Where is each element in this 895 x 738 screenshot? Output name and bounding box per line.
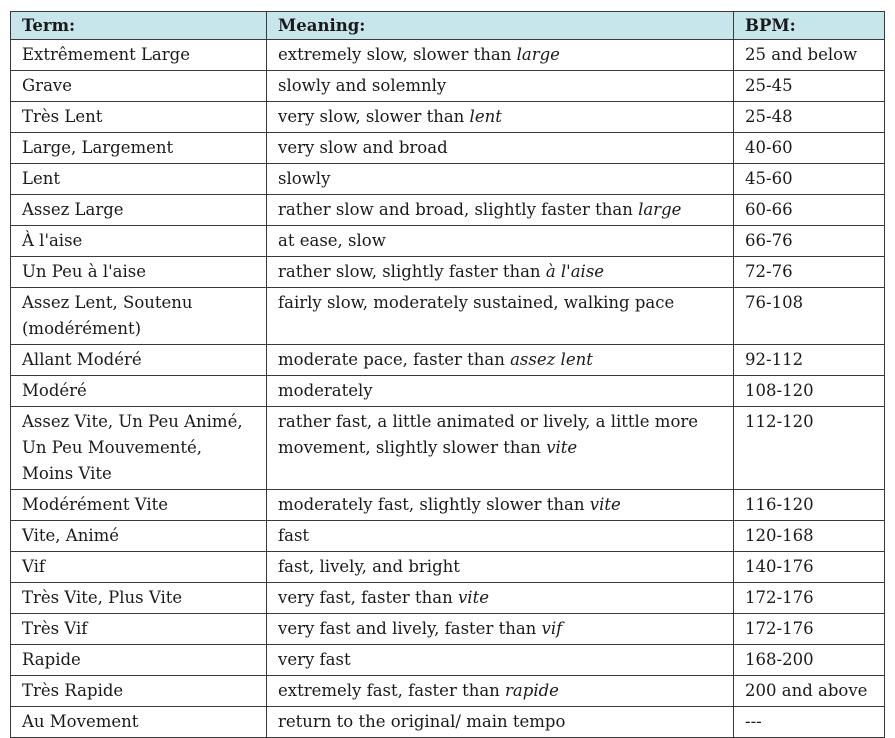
bpm-cell: 45-60 bbox=[734, 164, 885, 195]
meaning-text: moderately bbox=[278, 381, 373, 400]
table-row bbox=[11, 521, 885, 552]
bpm-cell: 200 and above bbox=[734, 676, 885, 707]
table-row bbox=[11, 226, 885, 257]
term-cell: Modérément Vite bbox=[11, 490, 267, 521]
meaning-cell bbox=[267, 164, 734, 195]
meaning-cell bbox=[267, 226, 734, 257]
meaning-cell bbox=[267, 102, 734, 133]
term-cell: Très Vif bbox=[11, 614, 267, 645]
bpm-cell: 72-76 bbox=[734, 257, 885, 288]
table-row bbox=[11, 552, 885, 583]
bpm-cell: 120-168 bbox=[734, 521, 885, 552]
meaning-text: slowly and solemnly bbox=[278, 76, 447, 95]
meaning-cell bbox=[267, 490, 734, 521]
meaning-cell bbox=[267, 407, 734, 490]
meaning-text: fast bbox=[278, 526, 310, 545]
term-cell: Grave bbox=[11, 71, 267, 102]
meaning-text: extremely slow, slower than bbox=[278, 45, 517, 64]
meaning-text: slowly bbox=[278, 169, 331, 188]
bpm-cell: 25-45 bbox=[734, 71, 885, 102]
bpm-cell: --- bbox=[734, 707, 885, 738]
meaning-cell bbox=[267, 676, 734, 707]
bpm-cell: 25 and below bbox=[734, 40, 885, 71]
table-row bbox=[11, 645, 885, 676]
table-row bbox=[11, 345, 885, 376]
term-cell: Vite, Animé bbox=[11, 521, 267, 552]
term-cell: À l'aise bbox=[11, 226, 267, 257]
term-cell: Assez Lent, Soutenu (modérément) bbox=[11, 288, 267, 345]
meaning-cell bbox=[267, 707, 734, 738]
table-row bbox=[11, 288, 885, 345]
term-cell: Assez Large bbox=[11, 195, 267, 226]
table-row bbox=[11, 133, 885, 164]
table-row bbox=[11, 490, 885, 521]
meaning-italic-term: vif bbox=[541, 619, 563, 638]
meaning-italic-term: large bbox=[516, 45, 560, 64]
term-cell: Lent bbox=[11, 164, 267, 195]
meaning-text: rather fast, a little animated or lively, a little more movement, slightly slower than bbox=[278, 412, 699, 457]
meaning-italic-term: à l'aise bbox=[545, 262, 605, 281]
table-row bbox=[11, 195, 885, 226]
meaning-cell bbox=[267, 288, 734, 345]
meaning-text: return to the original/ main tempo bbox=[278, 712, 566, 731]
meaning-text: moderate pace, faster than bbox=[278, 350, 511, 369]
bpm-cell: 25-48 bbox=[734, 102, 885, 133]
meaning-text: very fast, faster than bbox=[278, 588, 458, 607]
meaning-italic-term: lent bbox=[469, 107, 502, 126]
meaning-text: very fast and lively, faster than bbox=[278, 619, 542, 638]
header-row bbox=[11, 12, 885, 40]
meaning-text: extremely fast, faster than bbox=[278, 681, 506, 700]
table-row bbox=[11, 407, 885, 490]
meaning-cell bbox=[267, 40, 734, 71]
term-cell: Rapide bbox=[11, 645, 267, 676]
table-row bbox=[11, 707, 885, 738]
meaning-cell bbox=[267, 521, 734, 552]
bpm-cell: 168-200 bbox=[734, 645, 885, 676]
table-row bbox=[11, 614, 885, 645]
term-cell: Très Vite, Plus Vite bbox=[11, 583, 267, 614]
table-row bbox=[11, 257, 885, 288]
meaning-italic-term: assez lent bbox=[510, 350, 593, 369]
bpm-cell: 66-76 bbox=[734, 226, 885, 257]
meaning-cell bbox=[267, 195, 734, 226]
meaning-text: fairly slow, moderately sustained, walking pace bbox=[278, 293, 675, 312]
term-cell: Très Lent bbox=[11, 102, 267, 133]
table-row bbox=[11, 676, 885, 707]
meaning-text: rather slow and broad, slightly faster than bbox=[278, 200, 639, 219]
meaning-text: moderately fast, slightly slower than bbox=[278, 495, 590, 514]
meaning-italic-term: large bbox=[638, 200, 682, 219]
meaning-cell bbox=[267, 257, 734, 288]
meaning-text: very slow, slower than bbox=[278, 107, 470, 126]
meaning-cell bbox=[267, 345, 734, 376]
term-cell: Extrêmement Large bbox=[11, 40, 267, 71]
meaning-column-header: Meaning: bbox=[267, 12, 734, 40]
table-row bbox=[11, 583, 885, 614]
term-cell: Large, Largement bbox=[11, 133, 267, 164]
meaning-italic-term: rapide bbox=[505, 681, 559, 700]
bpm-cell: 76-108 bbox=[734, 288, 885, 345]
tempo-terms-table bbox=[10, 11, 885, 738]
meaning-cell bbox=[267, 552, 734, 583]
bpm-cell: 172-176 bbox=[734, 614, 885, 645]
meaning-text: fast, lively, and bright bbox=[278, 557, 460, 576]
table-body bbox=[11, 40, 885, 738]
meaning-text: very slow and broad bbox=[278, 138, 448, 157]
meaning-cell bbox=[267, 71, 734, 102]
bpm-cell: 112-120 bbox=[734, 407, 885, 490]
bpm-cell: 92-112 bbox=[734, 345, 885, 376]
meaning-italic-term: vite bbox=[589, 495, 621, 514]
bpm-cell: 108-120 bbox=[734, 376, 885, 407]
meaning-text: at ease, slow bbox=[278, 231, 386, 250]
meaning-text: rather slow, slightly faster than bbox=[278, 262, 546, 281]
meaning-cell bbox=[267, 645, 734, 676]
table-row bbox=[11, 40, 885, 71]
bpm-cell: 140-176 bbox=[734, 552, 885, 583]
bpm-cell: 40-60 bbox=[734, 133, 885, 164]
meaning-cell bbox=[267, 583, 734, 614]
bpm-cell: 172-176 bbox=[734, 583, 885, 614]
bpm-cell: 60-66 bbox=[734, 195, 885, 226]
term-cell: Au Movement bbox=[11, 707, 267, 738]
table-row bbox=[11, 376, 885, 407]
term-cell: Très Rapide bbox=[11, 676, 267, 707]
term-column-header: Term: bbox=[11, 12, 267, 40]
term-cell: Vif bbox=[11, 552, 267, 583]
meaning-cell bbox=[267, 376, 734, 407]
table-row bbox=[11, 164, 885, 195]
meaning-italic-term: vite bbox=[546, 438, 578, 457]
meaning-cell bbox=[267, 614, 734, 645]
term-cell: Allant Modéré bbox=[11, 345, 267, 376]
bpm-column-header: BPM: bbox=[734, 12, 885, 40]
table-row bbox=[11, 102, 885, 133]
meaning-italic-term: vite bbox=[457, 588, 489, 607]
meaning-cell bbox=[267, 133, 734, 164]
term-cell: Assez Vite, Un Peu Animé, Un Peu Mouvementé, Moins Vite bbox=[11, 407, 267, 490]
term-cell: Modéré bbox=[11, 376, 267, 407]
table-row bbox=[11, 71, 885, 102]
term-cell: Un Peu à l'aise bbox=[11, 257, 267, 288]
bpm-cell: 116-120 bbox=[734, 490, 885, 521]
meaning-text: very fast bbox=[278, 650, 351, 669]
